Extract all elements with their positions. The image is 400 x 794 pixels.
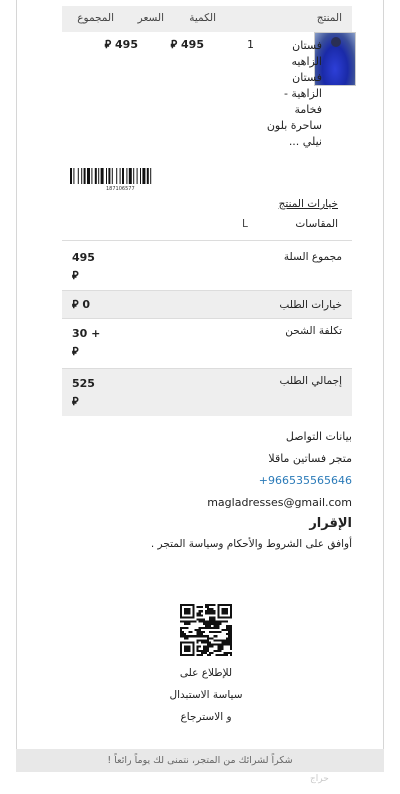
header-price: السعر — [137, 12, 164, 24]
product-options-title: خيارات المنتج — [278, 198, 338, 210]
refund-line-2: سياسة الاستبدال — [169, 689, 243, 701]
store-name: متجر فساتين ماقلا — [268, 452, 352, 465]
acknowledgement-text: أوافق على الشروط والأحكام وسياسة المتجر . — [150, 538, 352, 550]
header-total: المجموع — [77, 12, 114, 24]
acknowledgement-title: الإقرار — [309, 516, 352, 531]
shipping-label: تكلفة الشحن — [285, 325, 342, 337]
header-qty: الكمية — [189, 12, 216, 24]
cart-total-row — [62, 240, 352, 290]
product-price: 495 ⃁ — [170, 38, 204, 51]
cart-total-label: مجموع السلة — [283, 251, 342, 263]
shipping-row — [62, 318, 352, 368]
email-text[interactable]: magladresses@gmail.com — [207, 496, 352, 509]
barcode-number: 187106577 — [106, 186, 135, 192]
order-options-label: خيارات الطلب — [279, 299, 342, 311]
size-label: المقاسات — [295, 218, 338, 230]
product-name[interactable]: فستان الزاهيه فستان الزاهية - فخامة ساحرة بلون نيلي ... — [266, 39, 322, 148]
qr-code[interactable] — [180, 604, 232, 656]
table-header — [62, 6, 352, 32]
order-options-row — [62, 290, 352, 318]
grand-total-value: 525 — [72, 377, 95, 390]
shipping-value: + 30 — [72, 327, 101, 340]
header-product: المنتج — [316, 12, 342, 24]
contact-title: بيانات التواصل — [285, 430, 352, 443]
size-value: L — [242, 218, 248, 230]
order-summary — [62, 240, 352, 416]
phone-link[interactable]: +966535565646 — [258, 474, 352, 487]
refund-line-3: و الاسترجاع — [180, 711, 232, 723]
product-total: 495 ⃁ — [104, 38, 138, 51]
product-qty: 1 — [247, 38, 254, 51]
grand-total-label: إجمالي الطلب — [279, 375, 342, 387]
currency-symbol: ⃁ — [72, 395, 79, 408]
order-options-value: 0 ⃁ — [72, 298, 91, 311]
refund-line-1: للإطلاع على — [179, 667, 233, 679]
currency-symbol: ⃁ — [72, 345, 79, 358]
refund-policy-link[interactable] — [140, 662, 272, 728]
thank-you-footer: شكراً لشرائك من المتجر، نتمنى لك يوماً رائعاً ! — [16, 749, 384, 772]
grand-total-row — [62, 368, 352, 416]
contact-info — [207, 426, 352, 514]
cart-total-value: 495 — [72, 251, 95, 264]
currency-symbol: ⃁ — [72, 269, 79, 282]
watermark-logo: حراج — [310, 774, 329, 784]
